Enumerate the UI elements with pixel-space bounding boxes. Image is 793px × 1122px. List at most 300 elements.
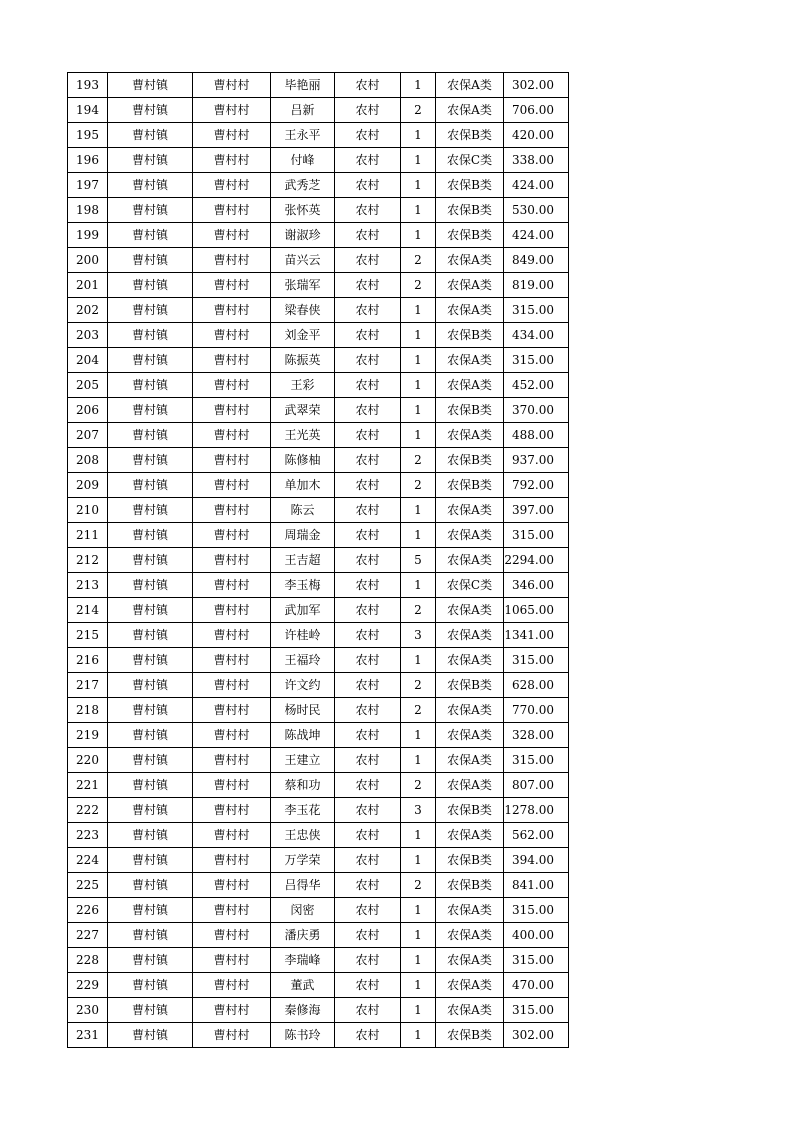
amount-cell: 562.00	[504, 823, 569, 848]
name-cell: 单加木	[271, 473, 335, 498]
amount-cell: 488.00	[504, 423, 569, 448]
insurance-category-cell: 农保B类	[436, 223, 504, 248]
amount-cell: 315.00	[504, 348, 569, 373]
amount-cell: 792.00	[504, 473, 569, 498]
table-row	[68, 148, 569, 173]
member-count-cell: 1	[401, 998, 436, 1023]
household-type-cell: 农村	[335, 848, 401, 873]
household-type-cell: 农村	[335, 473, 401, 498]
amount-cell: 1341.00	[504, 623, 569, 648]
table-row	[68, 323, 569, 348]
insurance-category-cell: 农保A类	[436, 648, 504, 673]
member-count-cell: 1	[401, 573, 436, 598]
row-number-cell: 214	[68, 598, 108, 623]
insurance-category-cell: 农保A类	[436, 773, 504, 798]
insurance-category-cell: 农保A类	[436, 73, 504, 98]
row-number-cell: 227	[68, 923, 108, 948]
row-number-cell: 219	[68, 723, 108, 748]
insurance-category-cell: 农保B类	[436, 448, 504, 473]
name-cell: 张怀英	[271, 198, 335, 223]
village-cell: 曹村村	[193, 998, 271, 1023]
village-cell: 曹村村	[193, 973, 271, 998]
member-count-cell: 2	[401, 248, 436, 273]
amount-cell: 420.00	[504, 123, 569, 148]
household-type-cell: 农村	[335, 623, 401, 648]
household-type-cell: 农村	[335, 923, 401, 948]
member-count-cell: 2	[401, 273, 436, 298]
amount-cell: 302.00	[504, 1023, 569, 1048]
amount-cell: 1278.00	[504, 798, 569, 823]
amount-cell: 315.00	[504, 523, 569, 548]
town-cell: 曹村镇	[108, 148, 193, 173]
member-count-cell: 1	[401, 823, 436, 848]
member-count-cell: 2	[401, 673, 436, 698]
member-count-cell: 1	[401, 923, 436, 948]
village-cell: 曹村村	[193, 923, 271, 948]
table-row	[68, 848, 569, 873]
amount-cell: 770.00	[504, 698, 569, 723]
amount-cell: 706.00	[504, 98, 569, 123]
village-cell: 曹村村	[193, 98, 271, 123]
town-cell: 曹村镇	[108, 73, 193, 98]
village-cell: 曹村村	[193, 673, 271, 698]
village-cell: 曹村村	[193, 473, 271, 498]
village-cell: 曹村村	[193, 723, 271, 748]
insurance-category-cell: 农保B类	[436, 473, 504, 498]
village-cell: 曹村村	[193, 548, 271, 573]
name-cell: 苗兴云	[271, 248, 335, 273]
village-cell: 曹村村	[193, 448, 271, 473]
amount-cell: 841.00	[504, 873, 569, 898]
household-type-cell: 农村	[335, 423, 401, 448]
name-cell: 董武	[271, 973, 335, 998]
table-row	[68, 173, 569, 198]
village-cell: 曹村村	[193, 1023, 271, 1048]
row-number-cell: 202	[68, 298, 108, 323]
table-row	[68, 123, 569, 148]
row-number-cell: 196	[68, 148, 108, 173]
town-cell: 曹村镇	[108, 98, 193, 123]
amount-cell: 315.00	[504, 948, 569, 973]
name-cell: 陈振英	[271, 348, 335, 373]
table-row	[68, 873, 569, 898]
row-number-cell: 201	[68, 273, 108, 298]
town-cell: 曹村镇	[108, 948, 193, 973]
row-number-cell: 216	[68, 648, 108, 673]
town-cell: 曹村镇	[108, 448, 193, 473]
amount-cell: 530.00	[504, 198, 569, 223]
name-cell: 潘庆勇	[271, 923, 335, 948]
amount-cell: 302.00	[504, 73, 569, 98]
town-cell: 曹村镇	[108, 973, 193, 998]
table-row	[68, 973, 569, 998]
name-cell: 刘金平	[271, 323, 335, 348]
row-number-cell: 213	[68, 573, 108, 598]
household-type-cell: 农村	[335, 698, 401, 723]
name-cell: 王吉超	[271, 548, 335, 573]
insurance-category-cell: 农保B类	[436, 798, 504, 823]
row-number-cell: 198	[68, 198, 108, 223]
village-cell: 曹村村	[193, 173, 271, 198]
table-row	[68, 398, 569, 423]
table-row	[68, 673, 569, 698]
household-type-cell: 农村	[335, 348, 401, 373]
row-number-cell: 224	[68, 848, 108, 873]
amount-cell: 937.00	[504, 448, 569, 473]
member-count-cell: 1	[401, 173, 436, 198]
insurance-category-cell: 农保A类	[436, 748, 504, 773]
town-cell: 曹村镇	[108, 648, 193, 673]
amount-cell: 2294.00	[504, 548, 569, 573]
amount-cell: 394.00	[504, 848, 569, 873]
village-cell: 曹村村	[193, 623, 271, 648]
insurance-category-cell: 农保C类	[436, 148, 504, 173]
name-cell: 梁春侠	[271, 298, 335, 323]
town-cell: 曹村镇	[108, 348, 193, 373]
name-cell: 秦修海	[271, 998, 335, 1023]
town-cell: 曹村镇	[108, 473, 193, 498]
name-cell: 蔡和功	[271, 773, 335, 798]
insurance-category-cell: 农保B类	[436, 1023, 504, 1048]
household-type-cell: 农村	[335, 523, 401, 548]
table-row	[68, 73, 569, 98]
town-cell: 曹村镇	[108, 923, 193, 948]
town-cell: 曹村镇	[108, 373, 193, 398]
table-row	[68, 498, 569, 523]
insurance-category-cell: 农保A类	[436, 598, 504, 623]
row-number-cell: 221	[68, 773, 108, 798]
village-cell: 曹村村	[193, 123, 271, 148]
town-cell: 曹村镇	[108, 773, 193, 798]
insurance-category-cell: 农保A类	[436, 273, 504, 298]
insurance-category-cell: 农保A类	[436, 723, 504, 748]
household-type-cell: 农村	[335, 998, 401, 1023]
household-type-cell: 农村	[335, 548, 401, 573]
table-row	[68, 1023, 569, 1048]
amount-cell: 849.00	[504, 248, 569, 273]
insurance-category-cell: 农保A类	[436, 623, 504, 648]
household-type-cell: 农村	[335, 798, 401, 823]
name-cell: 毕艳丽	[271, 73, 335, 98]
insurance-category-cell: 农保A类	[436, 498, 504, 523]
member-count-cell: 1	[401, 198, 436, 223]
row-number-cell: 205	[68, 373, 108, 398]
town-cell: 曹村镇	[108, 1023, 193, 1048]
insurance-category-cell: 农保A类	[436, 698, 504, 723]
insurance-category-cell: 农保A类	[436, 98, 504, 123]
row-number-cell: 195	[68, 123, 108, 148]
name-cell: 陈战坤	[271, 723, 335, 748]
town-cell: 曹村镇	[108, 123, 193, 148]
table-row	[68, 598, 569, 623]
insurance-category-cell: 农保C类	[436, 573, 504, 598]
member-count-cell: 1	[401, 1023, 436, 1048]
village-cell: 曹村村	[193, 223, 271, 248]
table-row	[68, 273, 569, 298]
table-row	[68, 198, 569, 223]
member-count-cell: 2	[401, 598, 436, 623]
household-type-cell: 农村	[335, 573, 401, 598]
table-row	[68, 448, 569, 473]
insurance-category-cell: 农保A类	[436, 823, 504, 848]
member-count-cell: 1	[401, 898, 436, 923]
name-cell: 周瑞金	[271, 523, 335, 548]
amount-cell: 1065.00	[504, 598, 569, 623]
village-cell: 曹村村	[193, 348, 271, 373]
household-type-cell: 农村	[335, 823, 401, 848]
town-cell: 曹村镇	[108, 848, 193, 873]
amount-cell: 819.00	[504, 273, 569, 298]
name-cell: 王彩	[271, 373, 335, 398]
town-cell: 曹村镇	[108, 298, 193, 323]
table-row	[68, 923, 569, 948]
town-cell: 曹村镇	[108, 248, 193, 273]
name-cell: 武秀芝	[271, 173, 335, 198]
row-number-cell: 193	[68, 73, 108, 98]
table-row	[68, 248, 569, 273]
amount-cell: 424.00	[504, 173, 569, 198]
row-number-cell: 228	[68, 948, 108, 973]
household-type-cell: 农村	[335, 598, 401, 623]
member-count-cell: 1	[401, 423, 436, 448]
member-count-cell: 1	[401, 348, 436, 373]
village-cell: 曹村村	[193, 898, 271, 923]
town-cell: 曹村镇	[108, 573, 193, 598]
amount-cell: 424.00	[504, 223, 569, 248]
village-cell: 曹村村	[193, 323, 271, 348]
amount-cell: 338.00	[504, 148, 569, 173]
member-count-cell: 1	[401, 223, 436, 248]
name-cell: 武翠荣	[271, 398, 335, 423]
village-cell: 曹村村	[193, 523, 271, 548]
insurance-category-cell: 农保A类	[436, 523, 504, 548]
insurance-category-cell: 农保A类	[436, 923, 504, 948]
name-cell: 王光英	[271, 423, 335, 448]
table-row	[68, 648, 569, 673]
table-row	[68, 373, 569, 398]
town-cell: 曹村镇	[108, 223, 193, 248]
village-cell: 曹村村	[193, 373, 271, 398]
town-cell: 曹村镇	[108, 998, 193, 1023]
name-cell: 李玉梅	[271, 573, 335, 598]
row-number-cell: 229	[68, 973, 108, 998]
insurance-category-cell: 农保A类	[436, 948, 504, 973]
member-count-cell: 1	[401, 523, 436, 548]
village-cell: 曹村村	[193, 748, 271, 773]
name-cell: 张瑞军	[271, 273, 335, 298]
household-type-cell: 农村	[335, 948, 401, 973]
member-count-cell: 2	[401, 698, 436, 723]
household-type-cell: 农村	[335, 648, 401, 673]
table-row	[68, 298, 569, 323]
row-number-cell: 231	[68, 1023, 108, 1048]
household-type-cell: 农村	[335, 448, 401, 473]
household-type-cell: 农村	[335, 773, 401, 798]
member-count-cell: 5	[401, 548, 436, 573]
insurance-category-cell: 农保B类	[436, 198, 504, 223]
amount-cell: 315.00	[504, 298, 569, 323]
village-cell: 曹村村	[193, 773, 271, 798]
name-cell: 杨时民	[271, 698, 335, 723]
insurance-category-cell: 农保A类	[436, 898, 504, 923]
amount-cell: 346.00	[504, 573, 569, 598]
town-cell: 曹村镇	[108, 623, 193, 648]
village-cell: 曹村村	[193, 598, 271, 623]
row-number-cell: 208	[68, 448, 108, 473]
row-number-cell: 215	[68, 623, 108, 648]
member-count-cell: 1	[401, 323, 436, 348]
member-count-cell: 1	[401, 148, 436, 173]
member-count-cell: 1	[401, 398, 436, 423]
table-row	[68, 548, 569, 573]
village-cell: 曹村村	[193, 873, 271, 898]
row-number-cell: 199	[68, 223, 108, 248]
amount-cell: 470.00	[504, 973, 569, 998]
name-cell: 吕新	[271, 98, 335, 123]
name-cell: 武加军	[271, 598, 335, 623]
amount-cell: 434.00	[504, 323, 569, 348]
insurance-category-cell: 农保B类	[436, 673, 504, 698]
row-number-cell: 222	[68, 798, 108, 823]
member-count-cell: 2	[401, 773, 436, 798]
household-type-cell: 农村	[335, 398, 401, 423]
household-type-cell: 农村	[335, 248, 401, 273]
town-cell: 曹村镇	[108, 548, 193, 573]
table-row	[68, 748, 569, 773]
town-cell: 曹村镇	[108, 823, 193, 848]
table-row	[68, 898, 569, 923]
household-type-cell: 农村	[335, 973, 401, 998]
member-count-cell: 1	[401, 973, 436, 998]
insurance-category-cell: 农保B类	[436, 323, 504, 348]
name-cell: 王福玲	[271, 648, 335, 673]
town-cell: 曹村镇	[108, 723, 193, 748]
household-type-cell: 农村	[335, 873, 401, 898]
table-row	[68, 798, 569, 823]
member-count-cell: 2	[401, 448, 436, 473]
name-cell: 王建立	[271, 748, 335, 773]
member-count-cell: 2	[401, 473, 436, 498]
table-row	[68, 698, 569, 723]
table-row	[68, 473, 569, 498]
member-count-cell: 1	[401, 748, 436, 773]
amount-cell: 628.00	[504, 673, 569, 698]
town-cell: 曹村镇	[108, 598, 193, 623]
town-cell: 曹村镇	[108, 498, 193, 523]
town-cell: 曹村镇	[108, 273, 193, 298]
table-row	[68, 573, 569, 598]
insurance-category-cell: 农保A类	[436, 423, 504, 448]
household-type-cell: 农村	[335, 173, 401, 198]
village-cell: 曹村村	[193, 248, 271, 273]
amount-cell: 315.00	[504, 648, 569, 673]
row-number-cell: 220	[68, 748, 108, 773]
table-row	[68, 948, 569, 973]
member-count-cell: 1	[401, 298, 436, 323]
name-cell: 陈书玲	[271, 1023, 335, 1048]
table-body	[68, 73, 569, 1048]
member-count-cell: 1	[401, 648, 436, 673]
household-type-cell: 农村	[335, 148, 401, 173]
amount-cell: 807.00	[504, 773, 569, 798]
amount-cell: 315.00	[504, 898, 569, 923]
amount-cell: 315.00	[504, 998, 569, 1023]
village-cell: 曹村村	[193, 798, 271, 823]
name-cell: 许桂岭	[271, 623, 335, 648]
table-row	[68, 523, 569, 548]
row-number-cell: 223	[68, 823, 108, 848]
insurance-category-cell: 农保B类	[436, 173, 504, 198]
row-number-cell: 210	[68, 498, 108, 523]
row-number-cell: 204	[68, 348, 108, 373]
row-number-cell: 197	[68, 173, 108, 198]
town-cell: 曹村镇	[108, 698, 193, 723]
name-cell: 王忠侠	[271, 823, 335, 848]
town-cell: 曹村镇	[108, 673, 193, 698]
insurance-category-cell: 农保B类	[436, 398, 504, 423]
village-cell: 曹村村	[193, 573, 271, 598]
row-number-cell: 200	[68, 248, 108, 273]
name-cell: 付峰	[271, 148, 335, 173]
table-row	[68, 623, 569, 648]
amount-cell: 315.00	[504, 748, 569, 773]
village-cell: 曹村村	[193, 148, 271, 173]
village-cell: 曹村村	[193, 73, 271, 98]
name-cell: 万学荣	[271, 848, 335, 873]
amount-cell: 328.00	[504, 723, 569, 748]
village-cell: 曹村村	[193, 398, 271, 423]
town-cell: 曹村镇	[108, 173, 193, 198]
household-type-cell: 农村	[335, 123, 401, 148]
table-row	[68, 823, 569, 848]
amount-cell: 370.00	[504, 398, 569, 423]
village-cell: 曹村村	[193, 423, 271, 448]
insurance-category-cell: 农保A类	[436, 973, 504, 998]
village-cell: 曹村村	[193, 498, 271, 523]
row-number-cell: 206	[68, 398, 108, 423]
relief-roster-table	[67, 72, 569, 1048]
row-number-cell: 203	[68, 323, 108, 348]
household-type-cell: 农村	[335, 498, 401, 523]
member-count-cell: 1	[401, 73, 436, 98]
amount-cell: 452.00	[504, 373, 569, 398]
household-type-cell: 农村	[335, 323, 401, 348]
village-cell: 曹村村	[193, 698, 271, 723]
household-type-cell: 农村	[335, 673, 401, 698]
member-count-cell: 1	[401, 948, 436, 973]
member-count-cell: 2	[401, 873, 436, 898]
town-cell: 曹村镇	[108, 323, 193, 348]
name-cell: 闵密	[271, 898, 335, 923]
town-cell: 曹村镇	[108, 198, 193, 223]
row-number-cell: 230	[68, 998, 108, 1023]
name-cell: 谢淑珍	[271, 223, 335, 248]
row-number-cell: 194	[68, 98, 108, 123]
row-number-cell: 207	[68, 423, 108, 448]
household-type-cell: 农村	[335, 98, 401, 123]
table-row	[68, 223, 569, 248]
household-type-cell: 农村	[335, 723, 401, 748]
village-cell: 曹村村	[193, 823, 271, 848]
insurance-category-cell: 农保A类	[436, 998, 504, 1023]
member-count-cell: 2	[401, 98, 436, 123]
household-type-cell: 农村	[335, 748, 401, 773]
insurance-category-cell: 农保A类	[436, 348, 504, 373]
town-cell: 曹村镇	[108, 748, 193, 773]
insurance-category-cell: 农保A类	[436, 548, 504, 573]
name-cell: 陈修柚	[271, 448, 335, 473]
member-count-cell: 1	[401, 848, 436, 873]
